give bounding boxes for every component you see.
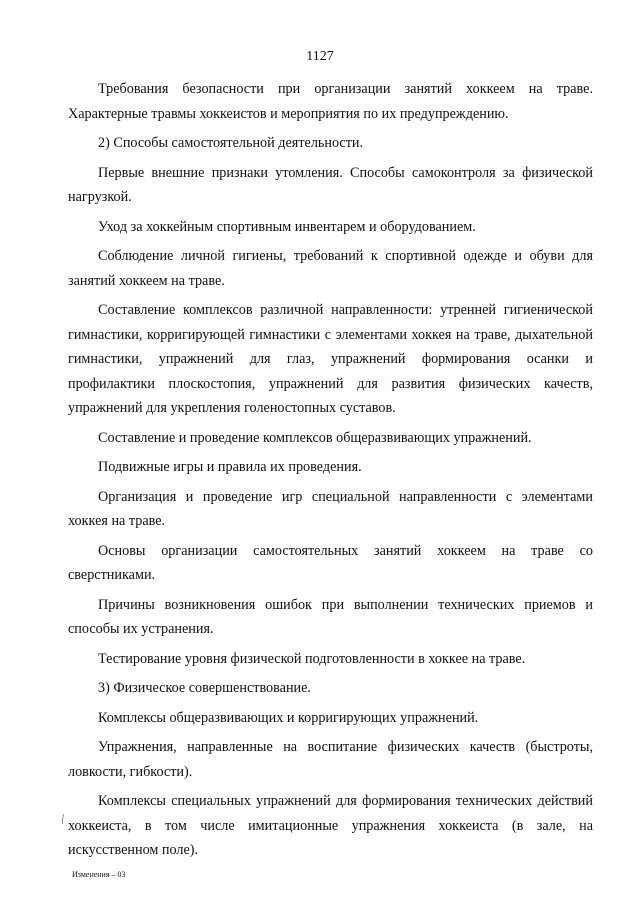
paragraph: 2) Способы самостоятельной деятельности. [98, 135, 364, 151]
paragraph: Первые внешние признаки утомления. Способы самоконтроля за физической нагрузкой. [68, 164, 593, 205]
paragraph: Основы организации самостоятельных занятий хоккеем на траве со сверстниками. [68, 542, 593, 583]
paragraph: Составление и проведение комплексов общеразвивающих упражнений. [98, 429, 532, 446]
revision-footer: Изменения – 03 [72, 870, 126, 879]
paragraph: Организация и проведение игр специальной направленности с элементами хоккея на траве. [68, 488, 593, 529]
page-number: 1127 [306, 49, 334, 64]
paragraph: Причины возникновения ошибок при выполнении технических приемов и способы их устранения. [68, 596, 593, 637]
paragraph: Тестирование уровня физической подготовленности в хоккее на траве. [98, 650, 526, 667]
body-text [68, 77, 593, 863]
paragraph: 3) Физическое совершенствование. [98, 680, 311, 696]
paragraph: Упражнения, направленные на воспитание физических качеств (быстроты, ловкости, гибкости). [68, 739, 593, 780]
paragraph: Комплексы общеразвивающих и корригирующих упражнений. [98, 709, 479, 726]
paragraph: Подвижные игры и правила их проведения. [98, 459, 362, 475]
stray-mark: ⁄ [58, 812, 68, 826]
paragraph: Составление комплексов различной направленности: утренней гигиенической гимнастики, корригирующей гимнастики с элементами хоккея на траве, дыхательной гимнастики, упражнений для глаз, упражнений формирования осанки и профилактики плоскостопия, упражнений для развития физических качеств, упражнений для укрепления голеностопных суставов. [68, 302, 593, 416]
paragraph: Соблюдение личной гигиены, требований к спортивной одежде и обуви для занятий хоккеем на траве. [68, 248, 593, 289]
paragraph: Комплексы специальных упражнений для формирования технических действий хоккеиста, в том числе имитационные упражнения хоккеиста (в зале, на искусственном поле). [68, 793, 593, 858]
paragraph: Требования безопасности при организации занятий хоккеем на траве. Характерные травмы хоккеистов и мероприятия по их предупреждению. [68, 81, 593, 122]
paragraph: Уход за хоккейным спортивным инвентарем и оборудованием. [98, 218, 476, 235]
